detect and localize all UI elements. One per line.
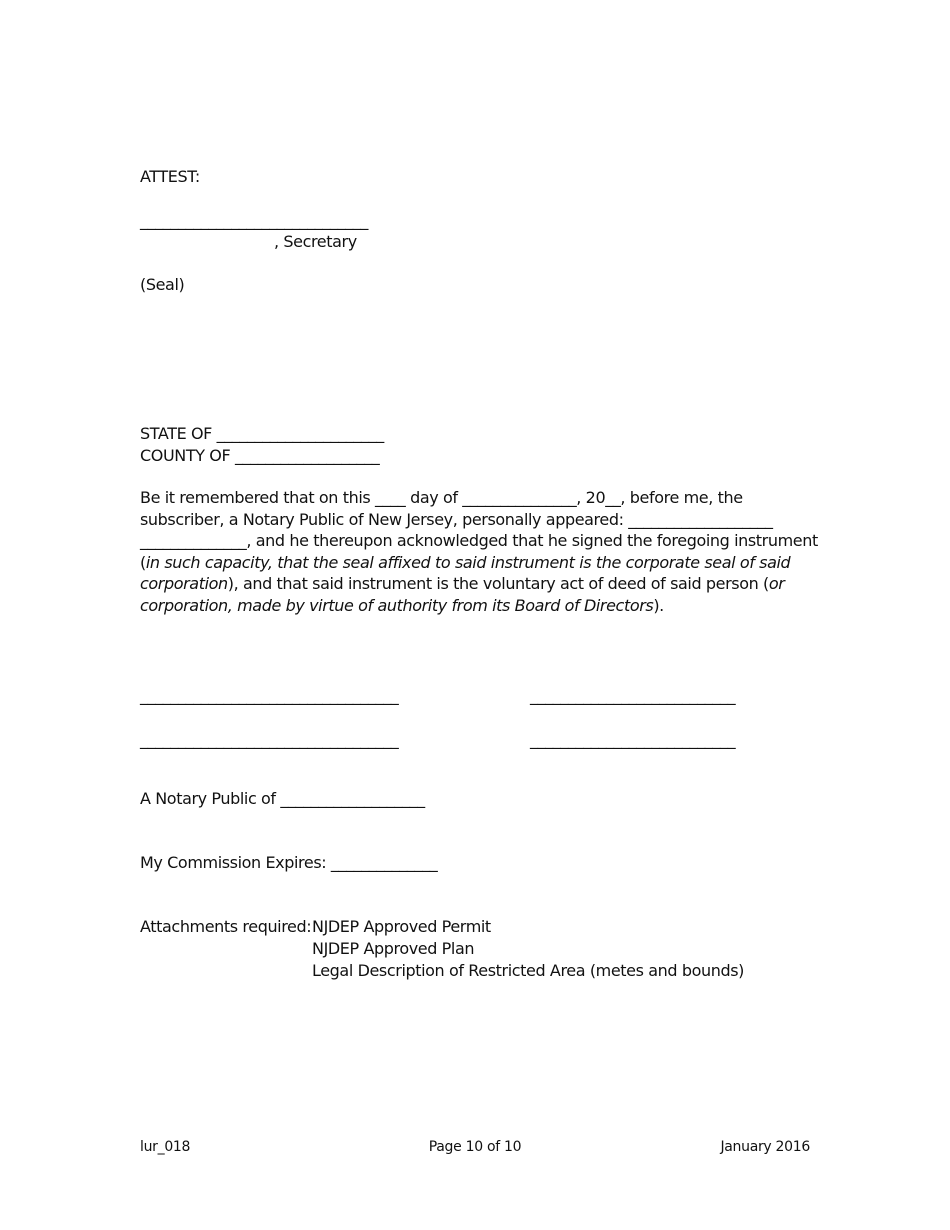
attest-heading: ATTEST: bbox=[140, 167, 200, 186]
commission-expires-line: My Commission Expires: ______________ bbox=[140, 853, 438, 872]
signature-line-row2-right: ___________________________ bbox=[530, 730, 736, 749]
footer-form-id: lur_018 bbox=[140, 1139, 191, 1155]
footer-date: January 2016 bbox=[720, 1139, 810, 1155]
secretary-label: , Secretary bbox=[274, 232, 357, 251]
attachment-item: NJDEP Approved Plan bbox=[312, 939, 475, 958]
attachment-item: NJDEP Approved Permit bbox=[312, 917, 491, 936]
signature-line-row1-left: __________________________________ bbox=[140, 686, 399, 705]
signature-line-row1-right: ___________________________ bbox=[530, 686, 736, 705]
acknowledgment-paragraph: Be it remembered that on this ____ day of _______________, 20__, before me, the subscriber, a Notary Public of New Jersey, personally appeared: ___________________ ______________, and he thereupon acknowledged that he signed the foregoing instrument (in such capacity, that the seal affixed to said instrument is the corporate seal of said corporation), and that said instrument is the voluntary act of deed of said person (or corporation, made by virtue of authority from its Board of Directors). bbox=[140, 488, 818, 615]
signature-line-row2-left: __________________________________ bbox=[140, 730, 399, 749]
attachment-item: Legal Description of Restricted Area (metes and bounds) bbox=[312, 961, 744, 980]
attachments-label: Attachments required: bbox=[140, 917, 312, 936]
secretary-signature-line: ______________________________ bbox=[140, 211, 369, 230]
footer-page-number: Page 10 of 10 bbox=[428, 1139, 522, 1155]
state-of-line: STATE OF ______________________ bbox=[140, 424, 384, 443]
notary-public-of-line: A Notary Public of ___________________ bbox=[140, 789, 425, 808]
seal-label: (Seal) bbox=[140, 275, 185, 294]
county-of-line: COUNTY OF ___________________ bbox=[140, 446, 380, 465]
